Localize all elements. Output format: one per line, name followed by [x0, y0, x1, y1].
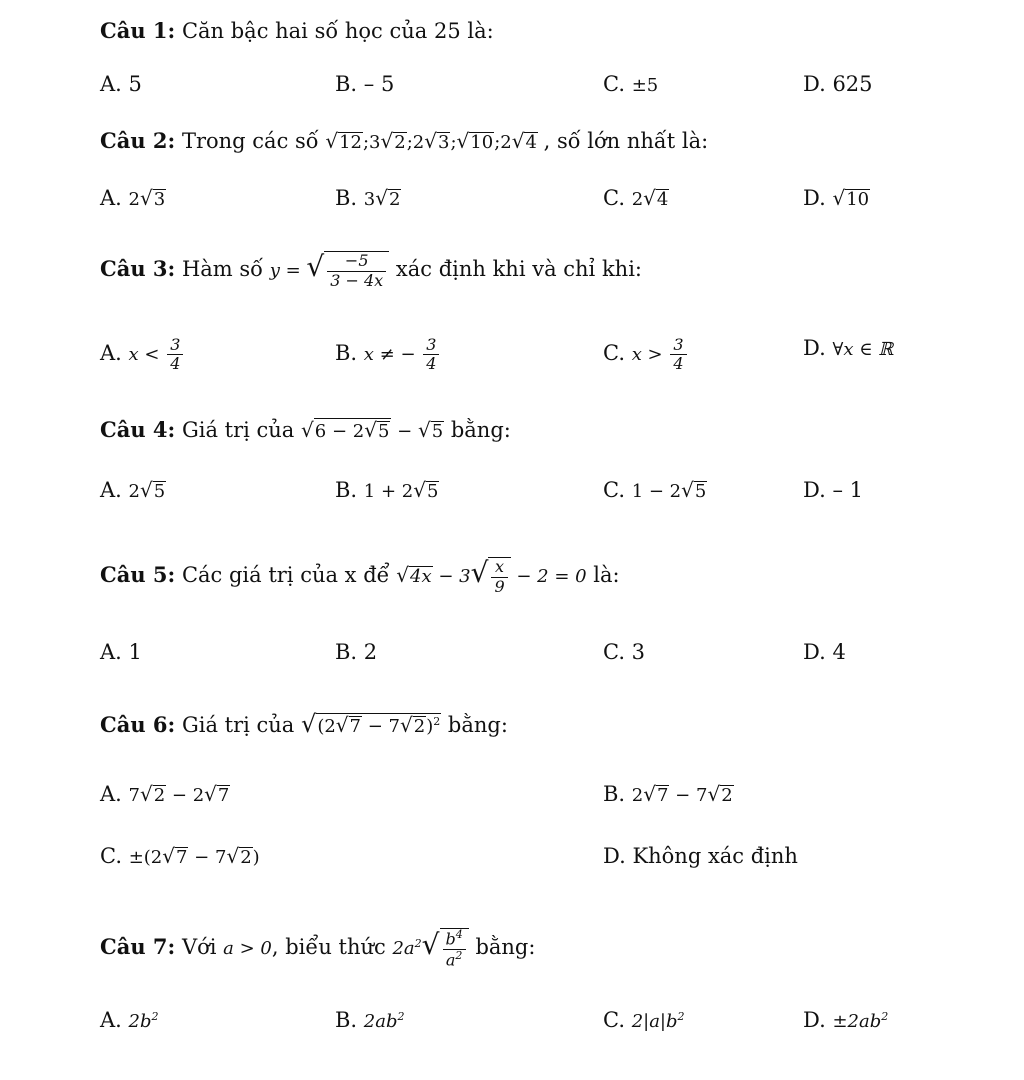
options-row-5	[0, 640, 1024, 674]
question-text-mid: , biểu thức	[271, 935, 386, 960]
question-2	[100, 128, 708, 153]
question-4	[100, 417, 511, 442]
question-text: Giá trị của	[181, 418, 295, 442]
options-row-4	[0, 478, 1024, 512]
options-row-6b	[0, 844, 1024, 878]
options-row-7	[0, 1008, 1024, 1042]
math-expression: $√(2√7 - 7√2)^2$	[301, 710, 441, 738]
option-d[interactable]: D. Không xác định	[603, 844, 798, 868]
options-row-6a	[0, 782, 1024, 816]
option-b[interactable]: B. x ≠ − $\frac{3}{4}$	[335, 336, 441, 374]
question-7	[100, 928, 535, 969]
question-text-end: là:	[593, 563, 620, 587]
question-text-end: xác định khi và chỉ khi:	[395, 257, 642, 281]
option-c[interactable]: C. $2|a|b^2$	[603, 1008, 685, 1032]
option-b[interactable]: B. 3√2	[335, 186, 401, 210]
option-b[interactable]: B. $2ab^2$	[335, 1008, 405, 1032]
option-b[interactable]: B. – 5	[335, 72, 395, 96]
question-1	[100, 18, 494, 43]
question-text: Trong các số	[181, 129, 319, 153]
options-row-2	[0, 186, 1024, 220]
question-label: Câu 2:	[100, 128, 176, 153]
question-label: Câu 3:	[100, 256, 176, 281]
question-label: Câu 1:	[100, 18, 176, 43]
question-label: Câu 7:	[100, 934, 176, 960]
question-label: Câu 4:	[100, 417, 176, 442]
question-text: Với	[181, 935, 217, 960]
option-d[interactable]: D. $\pm 2ab^2$	[803, 1008, 889, 1032]
option-a[interactable]: A. 5	[100, 72, 142, 96]
question-text-end: bằng:	[450, 418, 511, 442]
option-c[interactable]: C. ±5	[603, 72, 659, 96]
option-c[interactable]: C. x > $\frac{3}{4}$	[603, 336, 689, 374]
option-a[interactable]: A. 7√2 − 2√7	[100, 782, 230, 806]
option-d[interactable]: D. √10	[803, 186, 870, 210]
options-row-3	[0, 335, 1024, 374]
math-expression: √6 − 2√5 − √5	[301, 418, 444, 442]
option-b[interactable]: B. 2√7 − 7√2	[603, 782, 733, 806]
option-c[interactable]: C. ±(2√7 − 7√2)	[100, 844, 260, 868]
option-d[interactable]: D. 4	[803, 640, 846, 664]
question-label: Câu 6:	[100, 712, 176, 737]
math-expression: y = √ $\frac{-5}{3 - 4x}$	[270, 260, 390, 281]
math-expression: $2a^2√$ $\frac{b^4}{a^2}$	[392, 938, 468, 959]
option-c[interactable]: C. 2√4	[603, 186, 669, 210]
question-5	[100, 556, 620, 596]
math-expression: √12;3√2;2√3;√10;2√4	[325, 129, 537, 153]
question-6	[100, 710, 508, 738]
option-a[interactable]: A. 2√3	[100, 186, 166, 210]
option-a[interactable]: A. x < $\frac{3}{4}$	[100, 336, 185, 374]
math-condition: a > 0	[223, 938, 272, 960]
question-text: Hàm số	[181, 257, 263, 281]
question-text: Các giá trị của x để	[181, 563, 390, 587]
option-a[interactable]: A. $2b^2$	[100, 1008, 159, 1032]
option-d[interactable]: D. ∀x ∈ ℝ	[803, 336, 894, 360]
question-text-end: , số lớn nhất là:	[543, 129, 709, 153]
question-text-end: bằng:	[475, 935, 536, 960]
option-c[interactable]: C. 1 − 2√5	[603, 478, 707, 502]
option-a[interactable]: A. 2√5	[100, 478, 166, 502]
option-d[interactable]: D. – 1	[803, 478, 863, 502]
math-expression: √4x − 3√ $\frac{x}{9}$ − 2 = 0	[396, 556, 587, 596]
option-a[interactable]: A. 1	[100, 640, 142, 664]
option-b[interactable]: B. 2	[335, 640, 378, 664]
question-text: Căn bậc hai số học của 25 là:	[181, 19, 494, 43]
question-text: Giá trị của	[181, 713, 295, 737]
question-label: Câu 5:	[100, 562, 176, 587]
option-b[interactable]: B. 1 + 2√5	[335, 478, 439, 502]
option-d[interactable]: D. 625	[803, 72, 873, 96]
question-text-end: bằng:	[447, 713, 508, 737]
options-row-1	[0, 72, 1024, 106]
option-c[interactable]: C. 3	[603, 640, 646, 664]
question-3	[100, 250, 642, 290]
